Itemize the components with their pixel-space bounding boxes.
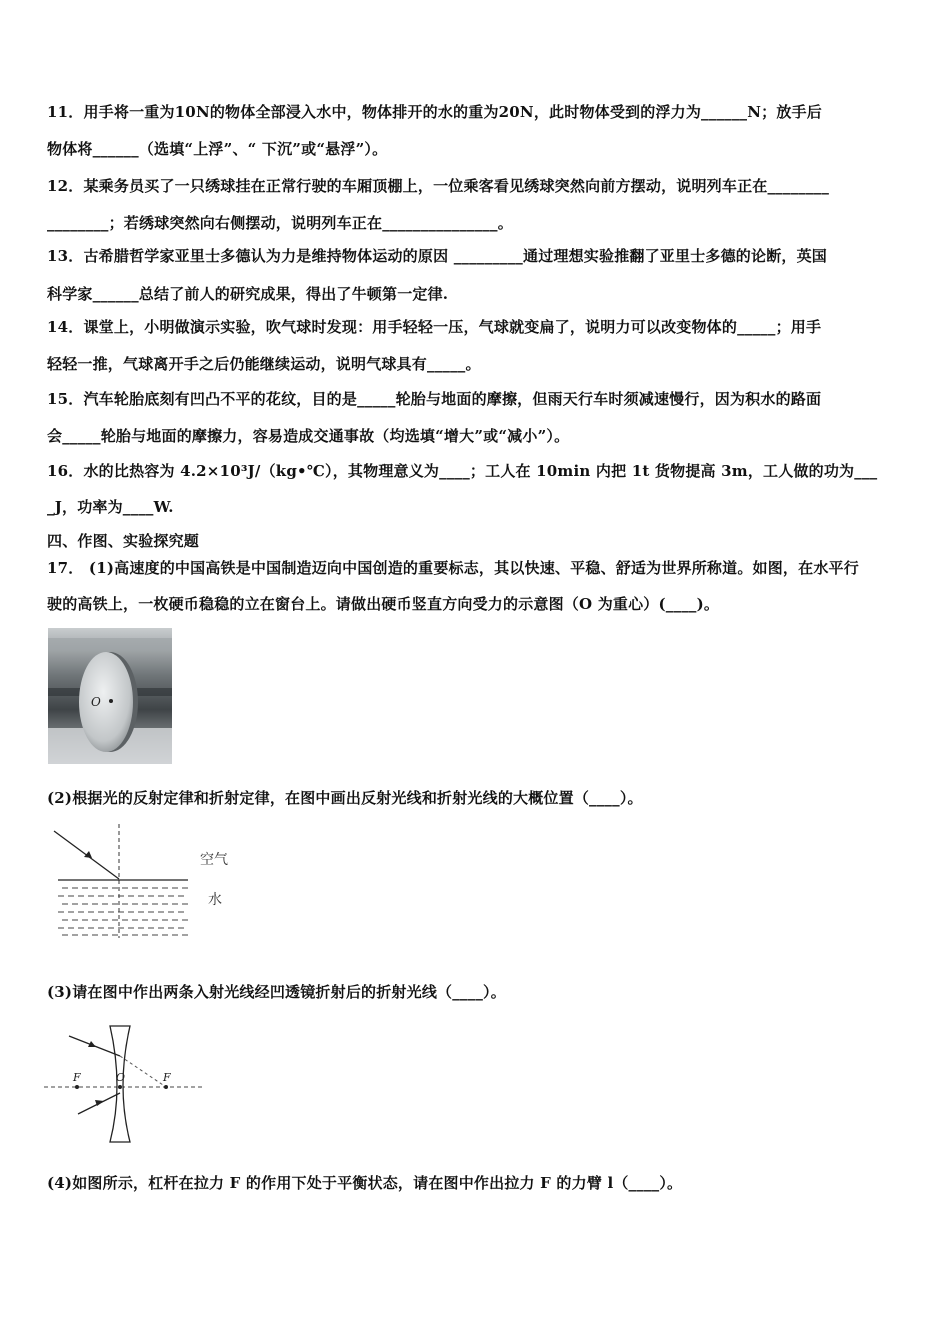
coin-center-label: O [91, 695, 101, 709]
q17-line1: 17． (1)高速度的中国高铁是中国制造迈向中国创造的重要标志，其以快速、平稳、舒适为世界所称道。如图，在水平行 [47, 559, 859, 577]
q17-part2: (2)根据光的反射定律和折射定律，在图中画出反射光线和折射光线的大概位置（____）。 [47, 789, 643, 807]
coin-on-windowsill-photo [48, 628, 172, 764]
water-label: 水 [208, 892, 222, 908]
q12-line1: 12．某乘务员买了一只绣球挂在正常行驶的车厢顶棚上，一位乘客看见绣球突然向前方摆动，说明列车正在________ [47, 177, 830, 195]
q15-line2: 会_____轮胎与地面的摩擦力，容易造成交通事故（均选填“增大”或“减小”）。 [47, 427, 570, 445]
q12-line2: ________；若绣球突然向右侧摆动，说明列车正在_______________。 [47, 214, 513, 232]
q17-part4: (4)如图所示，杠杆在拉力 F 的作用下处于平衡状态，请在图中作出拉力 F 的力臂 l（____）。 [47, 1174, 683, 1192]
q16-line2: _J，功率为____W. [47, 498, 174, 516]
focal-point-right-label: F [163, 1071, 171, 1084]
refraction-diagram [40, 820, 240, 949]
q17-part3: (3)请在图中作出两条入射光线经凹透镜折射后的折射光线（____）。 [47, 983, 506, 1001]
q14-line1: 14．课堂上，小明做演示实验，吹气球时发现：用手轻轻一压，气球就变扁了，说明力可以改变物体的_____；用手 [47, 318, 822, 336]
q14-line2: 轻轻一推，气球离开手之后仍能继续运动，说明气球具有_____。 [47, 355, 481, 373]
q13-line1: 13．古希腊哲学家亚里士多德认为力是维持物体运动的原因 _________通过理想实验推翻了亚里士多德的论断，英国 [47, 247, 828, 265]
optical-center-label: O [116, 1071, 126, 1084]
focal-point-left-label: F [73, 1071, 81, 1084]
q15-line1: 15．汽车轮胎底刻有凹凸不平的花纹，目的是_____轮胎与地面的摩擦，但雨天行车时须减速慢行，因为积水的路面 [47, 390, 822, 408]
q16-line1: 16．水的比热容为 4.2×10³J/（kg•℃），其物理意义为____；工人在 10min 内把 1t 货物提高 3m，工人做的功为___ [47, 462, 878, 480]
q11-line2: 物体将______（选填“上浮”、“ 下沉”或“悬浮”）。 [47, 140, 388, 158]
section-heading: 四、作图、实验探究题 [47, 532, 200, 550]
q13-line2: 科学家______总结了前人的研究成果，得出了牛顿第一定律. [47, 285, 449, 303]
concave-lens-diagram [40, 1020, 210, 1154]
q11-line1: 11．用手将一重为10N的物体全部浸入水中，物体排开的水的重为20N，此时物体受到的浮力为______N；放手后 [47, 103, 822, 121]
q17-line2: 驶的高铁上，一枚硬币稳稳的立在窗台上。请做出硬币竖直方向受力的示意图（O 为重心）(____)。 [47, 595, 720, 613]
air-label: 空气 [200, 852, 228, 868]
